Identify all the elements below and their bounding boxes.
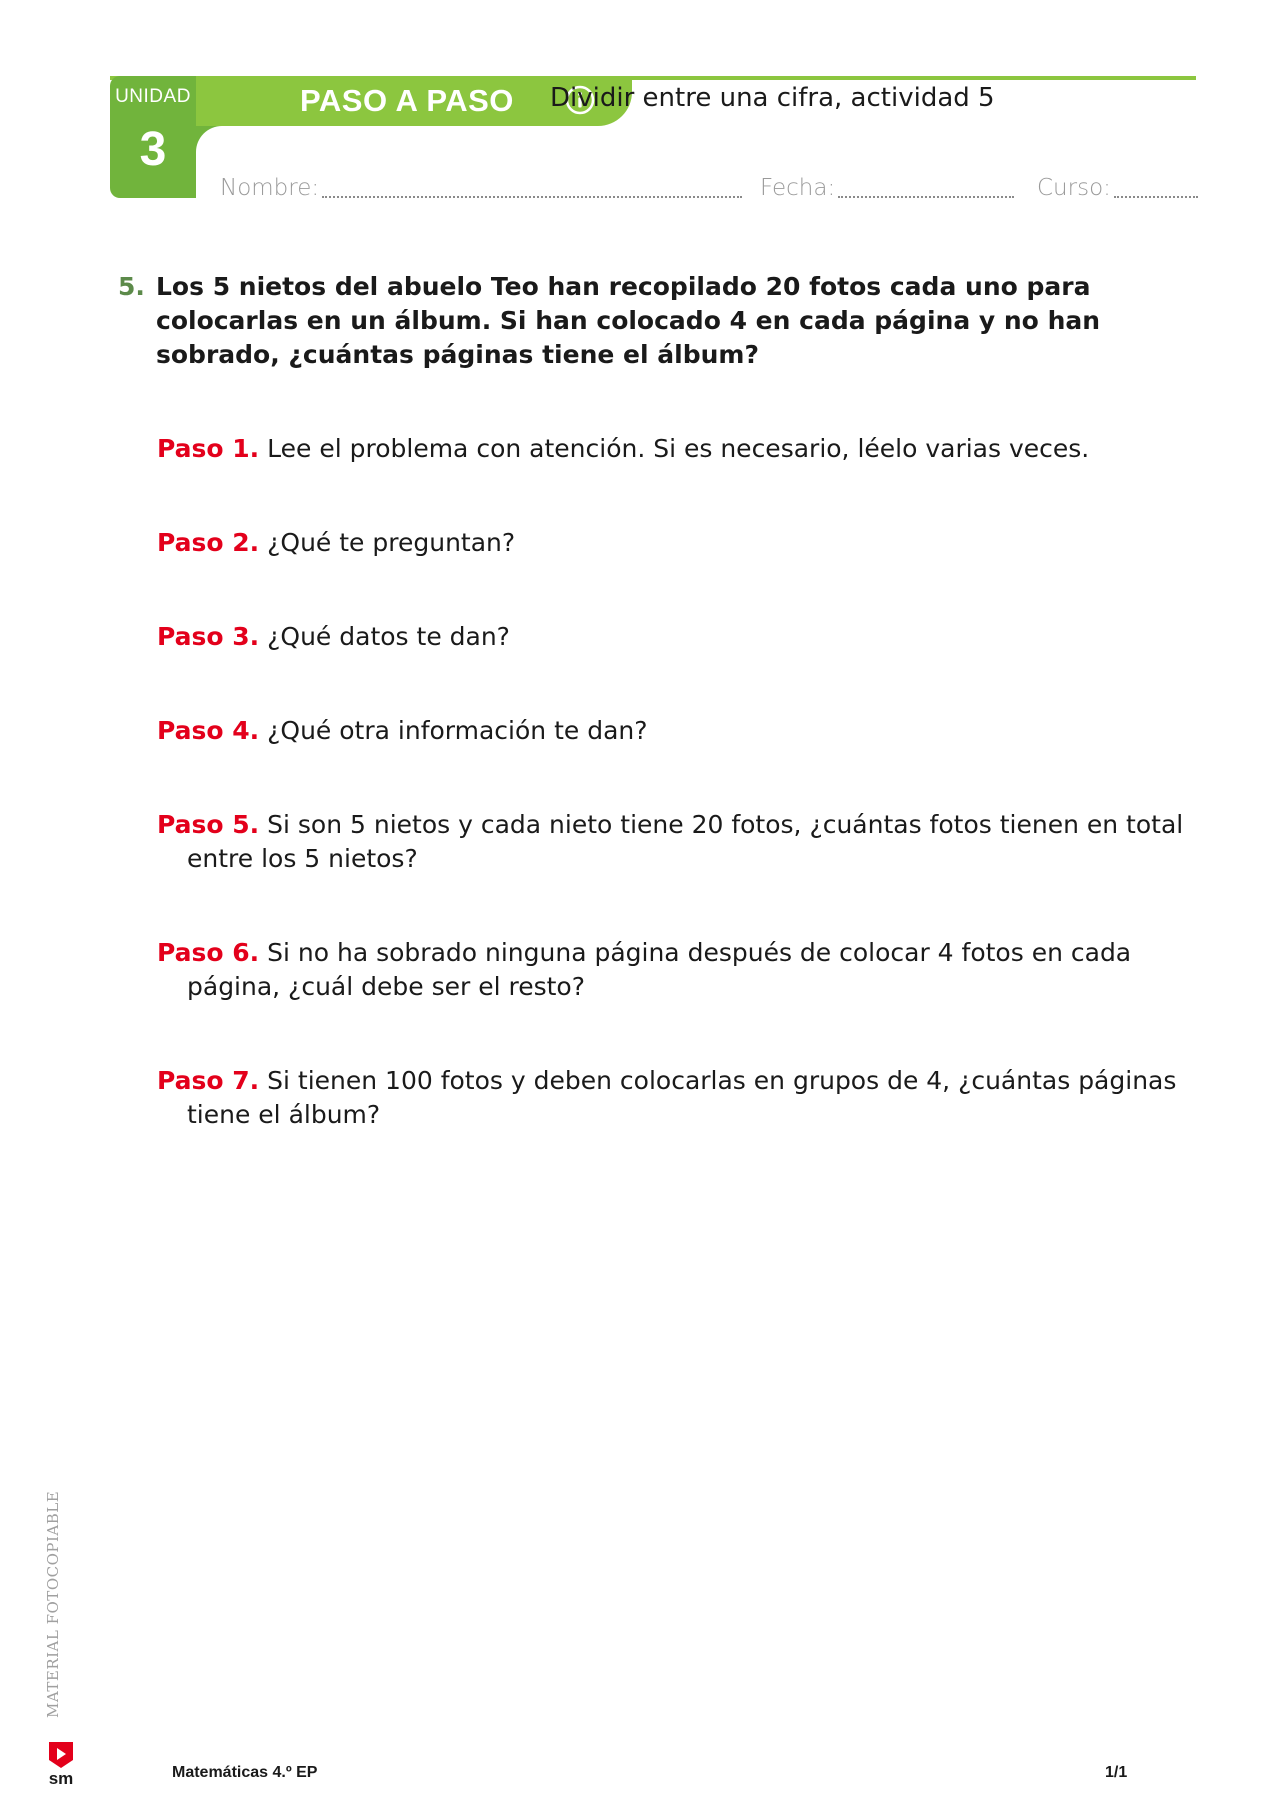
step-5: [157, 808, 1227, 876]
step-text: ¿Qué te preguntan?: [267, 528, 516, 557]
date-line[interactable]: [838, 174, 1014, 198]
date-field[interactable]: [760, 174, 1014, 201]
step-text: Si no ha sobrado ninguna página después de colocar 4 fotos en cada página, ¿cuál debe ser el resto?: [187, 938, 1132, 1001]
step-label: Paso 4.: [157, 716, 260, 745]
photocopiable-notice: MATERIAL FOTOCOPIABLE: [44, 1490, 62, 1718]
name-line[interactable]: [322, 174, 742, 198]
name-field[interactable]: [220, 174, 742, 201]
step-text: Lee el problema con atención. Si es necesario, léelo varias veces.: [267, 434, 1090, 463]
footer-page-number: 1/1: [1105, 1764, 1128, 1781]
footer-subject: Matemáticas 4.º EP: [172, 1764, 318, 1781]
date-label: Fecha:: [760, 175, 836, 201]
step-text: ¿Qué otra información te dan?: [267, 716, 648, 745]
activity-title: Dividir entre una cifra, actividad 5: [550, 83, 995, 113]
step-label: Paso 2.: [157, 528, 260, 557]
question-number: 5.: [118, 272, 145, 301]
unit-corner-cut: [196, 126, 222, 198]
step-4: [157, 714, 1227, 748]
step-text: Si son 5 nietos y cada nieto tiene 20 fotos, ¿cuántas fotos tienen en total entre los 5 nietos?: [187, 810, 1184, 873]
unit-label: UNIDAD: [115, 86, 191, 107]
student-fields: [220, 174, 1196, 204]
course-label: Curso:: [1037, 175, 1111, 201]
step-label: Paso 6.: [157, 938, 260, 967]
step-2: [157, 526, 1227, 560]
step-3: [157, 620, 1227, 654]
unit-number: 3: [139, 123, 167, 176]
worksheet-header: [110, 76, 1196, 202]
step-label: Paso 1.: [157, 434, 260, 463]
step-label: Paso 5.: [157, 810, 260, 839]
course-line[interactable]: [1114, 174, 1198, 198]
name-label: Nombre:: [220, 175, 320, 201]
section-title: PASO A PASO: [300, 83, 514, 118]
svg-text:sm: sm: [48, 1769, 74, 1786]
course-field[interactable]: [1037, 174, 1198, 201]
step-text: ¿Qué datos te dan?: [267, 622, 510, 651]
step-label: Paso 7.: [157, 1066, 260, 1095]
question-text: Los 5 nietos del abuelo Teo han recopilado 20 fotos cada uno para colocarlas en un álbum. Si han colocado 4 en cada página y no han sobrado, ¿cuántas páginas tiene el álbum?: [156, 272, 1101, 369]
step-text: Si tienen 100 fotos y deben colocarlas en grupos de 4, ¿cuántas páginas tiene el álbum?: [187, 1066, 1177, 1129]
sm-logo-icon: [46, 1740, 76, 1786]
step-1: [157, 432, 1227, 466]
step-7: [157, 1064, 1227, 1132]
step-label: Paso 3.: [157, 622, 260, 651]
unit-badge: [110, 76, 196, 198]
step-6: [157, 936, 1227, 1004]
